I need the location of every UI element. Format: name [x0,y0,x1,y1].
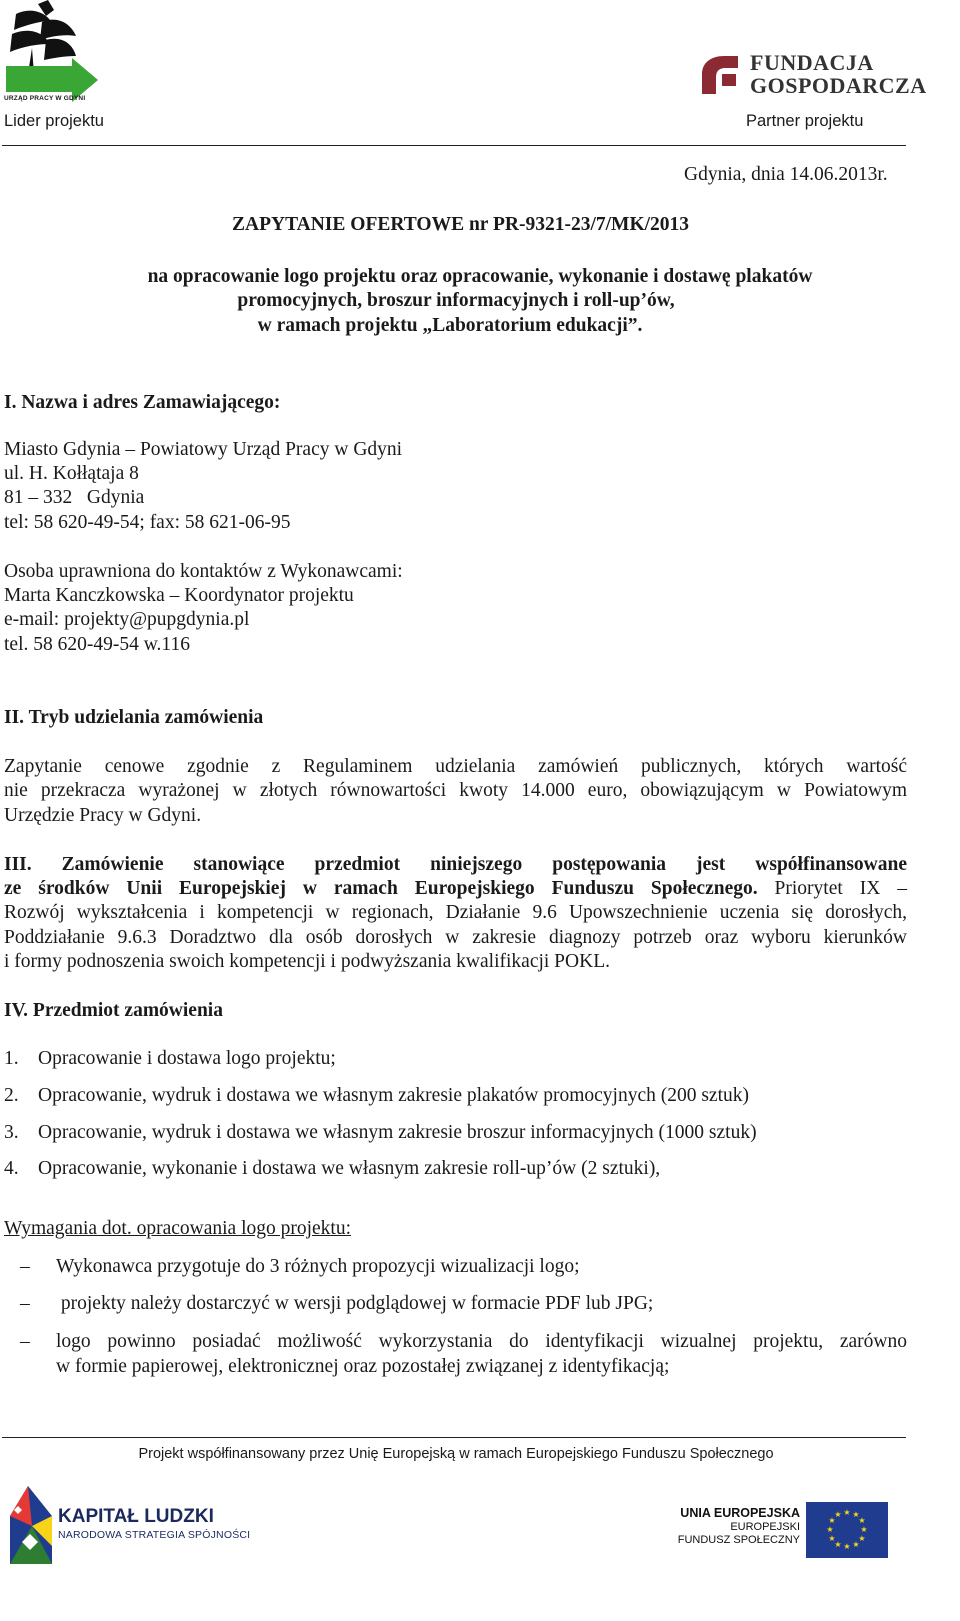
list-item-number: 3. [4,1122,19,1143]
section-4-heading: IV. Przedmiot zamówienia [4,1000,223,1021]
fundacja-mark-icon [698,54,742,98]
svg-text:★: ★ [858,1516,866,1525]
svg-text:★: ★ [858,1534,866,1543]
header-divider [2,145,906,146]
contact-line: Marta Kanczkowska – Koordynator projektu [4,585,354,606]
kapital-ludzki-mark-icon [8,1486,54,1566]
lead-partner-logo [2,0,100,106]
section-3-text: i formy podnoszenia swoich kompetencji i podwyższania kwalifikacji POKL. [4,951,610,972]
eu-flag-icon [806,1502,888,1558]
svg-text:★: ★ [828,1516,836,1525]
subtitle-line-1: na opracowanie logo projektu oraz opracowanie, wykonanie i dostawę plakatów [147,266,813,287]
address-line: ul. H. Kołłątaja 8 [4,463,139,484]
partner-logo-line1: FUNDACJA [750,50,874,75]
cofinance-note: Projekt współfinansowany przez Unię Europejską w ramach Europejskiego Funduszu Społecznego [138,1446,774,1462]
svg-text:★: ★ [843,1542,851,1551]
section-3-priority-text: Priorytet IX – [757,878,907,899]
eu-line-2: EUROPEJSKI [730,1521,800,1533]
kl-subtitle: NARODOWA STRATEGIA SPÓJNOŚCI [58,1529,251,1541]
section-2-text: Urzędzie Pracy w Gdyni. [4,805,202,826]
kapital-ludzki-logo [8,1486,251,1566]
bullet-dash: – [20,1293,30,1314]
svg-text:★: ★ [834,1540,842,1549]
requirements-heading: Wymagania dot. opracowania logo projektu: [4,1218,352,1239]
eu-line-1: UNIA EUROPEJSKA [680,1506,800,1520]
subtitle-line-2: promocyjnych, broszur informacyjnych i roll-up’ów, [237,290,675,311]
section-3-bold-text: ze środków Unii Europejskiej w ramach Europejskiego Funduszu Społecznego. [4,878,758,899]
partner-label: Partner projektu [746,112,864,130]
svg-text:★: ★ [828,1534,836,1543]
contact-email[interactable]: e-mail: projekty@pupgdynia.pl [4,609,250,630]
list-item-number: 2. [4,1085,19,1106]
list-item: Opracowanie, wykonanie i dostawa we własnym zakresie roll-up’ów (2 sztuki), [38,1158,661,1179]
section-2-text: Zapytanie cenowe zgodnie z Regulaminem udzielania zamówień publicznych, których wartość [4,756,907,777]
requirement-item: Wykonawca przygotuje do 3 różnych propozycji wizualizacji logo; [56,1256,580,1277]
svg-text:★: ★ [860,1525,868,1534]
svg-text:★: ★ [852,1540,860,1549]
bullet-dash: – [20,1331,30,1352]
eu-line-3: FUNDUSZ SPOŁECZNY [677,1534,800,1546]
section-3-line-2 [4,876,907,901]
address-line: tel: 58 620-49-54; fax: 58 621-06-95 [4,512,291,533]
document-date: Gdynia, dnia 14.06.2013r. [684,164,888,185]
lead-label: Lider projektu [4,112,104,130]
section-3-text: Poddziałanie 9.6.3 Doradztwo dla osób dorosłych w zakresie diagnozy potrzeb oraz wyboru kierunków [4,927,907,948]
lead-logo-caption: URZĄD PRACY W GDYNI [4,95,86,102]
list-item-number: 1. [4,1048,19,1069]
section-2-text: nie przekracza wyrażonej w złotych równowartości kwoty 14.000 euro, obowiązującym w Powiatowym [4,780,907,801]
kl-title: KAPITAŁ LUDZKI [58,1506,214,1527]
section-3-text: Rozwój wykształcenia i kompetencji w regionach, Działanie 9.6 Upowszechnienie uczenia się dorosłych, [4,902,907,923]
list-item: Opracowanie i dostawa logo projektu; [38,1048,336,1069]
svg-text:★: ★ [843,1508,851,1517]
partner-logo-line2: GOSPODARCZA [750,73,927,98]
contact-line: Osoba uprawniona do kontaktów z Wykonawcami: [4,561,403,582]
address-line: Miasto Gdynia – Powiatowy Urząd Pracy w Gdyni [4,439,403,460]
subtitle-line-3: w ramach projektu „Laboratorium edukacji”. [257,315,643,336]
requirement-item-continued: w formie papierowej, elektronicznej oraz pozostałej związanej z identyfikacją; [56,1356,670,1377]
document-title: ZAPYTANIE OFERTOWE nr PR-9321-23/7/MK/2013 [232,214,690,235]
list-item-number: 4. [4,1158,19,1179]
eu-flag [806,1502,888,1558]
svg-text:★: ★ [826,1525,834,1534]
requirement-item: logo powinno posiadać możliwość wykorzystania do identyfikacji wizualnej projektu, zarówno [56,1331,907,1352]
section-1-heading: I. Nazwa i adres Zamawiającego: [4,392,281,413]
section-3-heading: III. Zamówienie stanowiące przedmiot niniejszego postępowania jest współfinansowane [4,854,907,875]
section-2-heading: II. Tryb udzielania zamówienia [4,707,264,728]
ship-logo-icon [2,0,100,106]
requirement-item: projekty należy dostarczyć w wersji podglądowej w formacie PDF lub JPG; [56,1293,654,1314]
address-line: 81 – 332 Gdynia [4,487,145,508]
svg-text:★: ★ [852,1510,860,1519]
list-item: Opracowanie, wydruk i dostawa we własnym zakresie plakatów promocyjnych (200 sztuk) [38,1085,749,1106]
svg-text:★: ★ [834,1510,842,1519]
bullet-dash: – [20,1256,30,1277]
eu-logo-text [660,1506,800,1546]
partner-logo [698,50,928,100]
footer-divider [2,1437,906,1438]
contact-line: tel. 58 620-49-54 w.116 [4,634,190,655]
list-item: Opracowanie, wydruk i dostawa we własnym zakresie broszur informacyjnych (1000 sztuk) [38,1122,757,1143]
